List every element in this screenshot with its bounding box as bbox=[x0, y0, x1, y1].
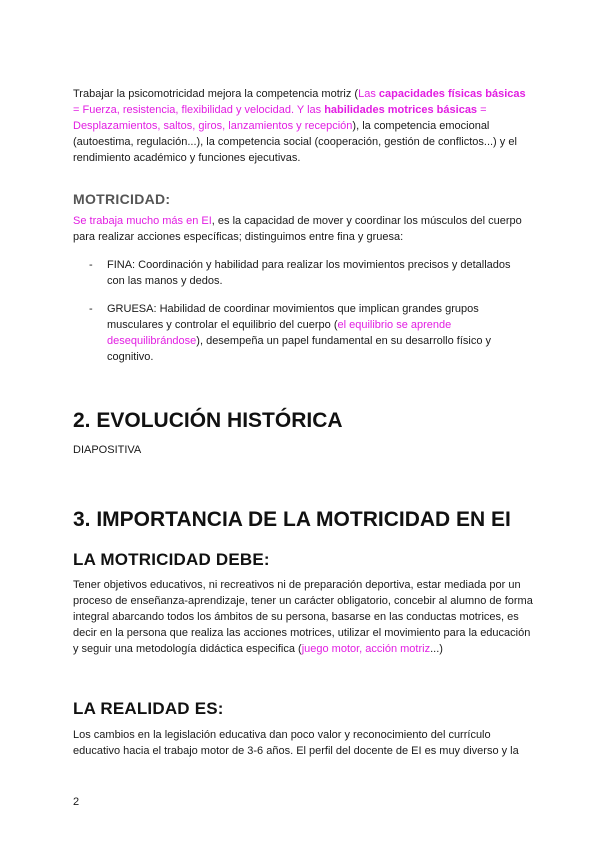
list-item-fina bbox=[89, 257, 529, 289]
highlight-bold-text: habilidades motrices básicas bbox=[324, 104, 478, 116]
intro-text: Trabajar la psicomotricidad mejora la competencia motriz ( bbox=[73, 88, 359, 100]
highlight-text: el equilibrio se aprende desequilibrándose bbox=[107, 319, 452, 347]
highlight-bold-text: capacidades físicas básicas bbox=[378, 88, 526, 100]
list-item-gruesa bbox=[89, 301, 529, 365]
list-bullet: - bbox=[89, 259, 93, 271]
section-2-body: DIAPOSITIVA bbox=[73, 444, 142, 456]
realidad-heading: LA REALIDAD ES: bbox=[73, 699, 224, 718]
highlight-text: = Desplazamientos, saltos, giros, lanzamientos y recepción bbox=[73, 104, 487, 132]
body-text: ), desempeña un papel fundamental en su desarrollo físico y cognitivo. bbox=[107, 335, 492, 363]
intro-paragraph bbox=[73, 86, 533, 166]
page-number: 2 bbox=[73, 796, 80, 808]
highlight-text: Se trabaja mucho más en EI bbox=[73, 215, 212, 227]
motricidad-paragraph bbox=[73, 213, 533, 245]
highlight-text: = Fuerza, resistencia, flexibilidad y velocidad. Y las bbox=[73, 104, 325, 116]
list-item-text: FINA: Coordinación y habilidad para realizar los movimientos precisos y detallados con las manos y dedos. bbox=[107, 259, 511, 287]
body-text: , es la capacidad de mover y coordinar los músculos del cuerpo para realizar acciones específicas; distinguimos entre fina y gruesa: bbox=[73, 215, 522, 243]
list-bullet: - bbox=[89, 303, 93, 315]
highlight-text: Las bbox=[358, 88, 379, 100]
intro-text: ), la competencia emocional (autoestima, regulación...), la competencia social (cooperación, gestión de conflictos...) y el rendimiento académico y funciones ejecutivas. bbox=[73, 120, 517, 164]
list-item-text bbox=[107, 301, 529, 365]
motricidad-heading: MOTRICIDAD: bbox=[73, 191, 171, 207]
body-text: ...) bbox=[430, 643, 443, 655]
realidad-paragraph: Los cambios en la legislación educativa dan poco valor y reconocimiento del currículo educativo hacia el trabajo motor de 3-6 años. El perfil del docente de EI es muy diverso y la bbox=[73, 729, 519, 757]
section-2-title: 2. EVOLUCIÓN HISTÓRICA bbox=[73, 409, 343, 432]
section-3-title: 3. IMPORTANCIA DE LA MOTRICIDAD EN EI bbox=[73, 508, 511, 531]
body-text: Tener objetivos educativos, ni recreativos ni de preparación deportiva, estar mediada por un proceso de enseñanza-aprendizaje, tener un carácter obligatorio, concebir al alumno de forma integral abarcando todos los ámbitos de su persona, basarse en las conductas motrices, es decir en la persona que realiza las acciones motrices, utilizar el movimiento para la educación y seguir una metodología didáctica especifica ( bbox=[73, 579, 533, 655]
motricidad-debe-paragraph bbox=[73, 577, 533, 657]
motricidad-debe-heading: LA MOTRICIDAD DEBE: bbox=[73, 550, 270, 569]
highlight-text: juego motor, acción motriz bbox=[301, 643, 431, 655]
body-text: GRUESA: Habilidad de coordinar movimientos que implican grandes grupos musculares y controlar el equilibrio del cuerpo ( bbox=[107, 303, 479, 331]
